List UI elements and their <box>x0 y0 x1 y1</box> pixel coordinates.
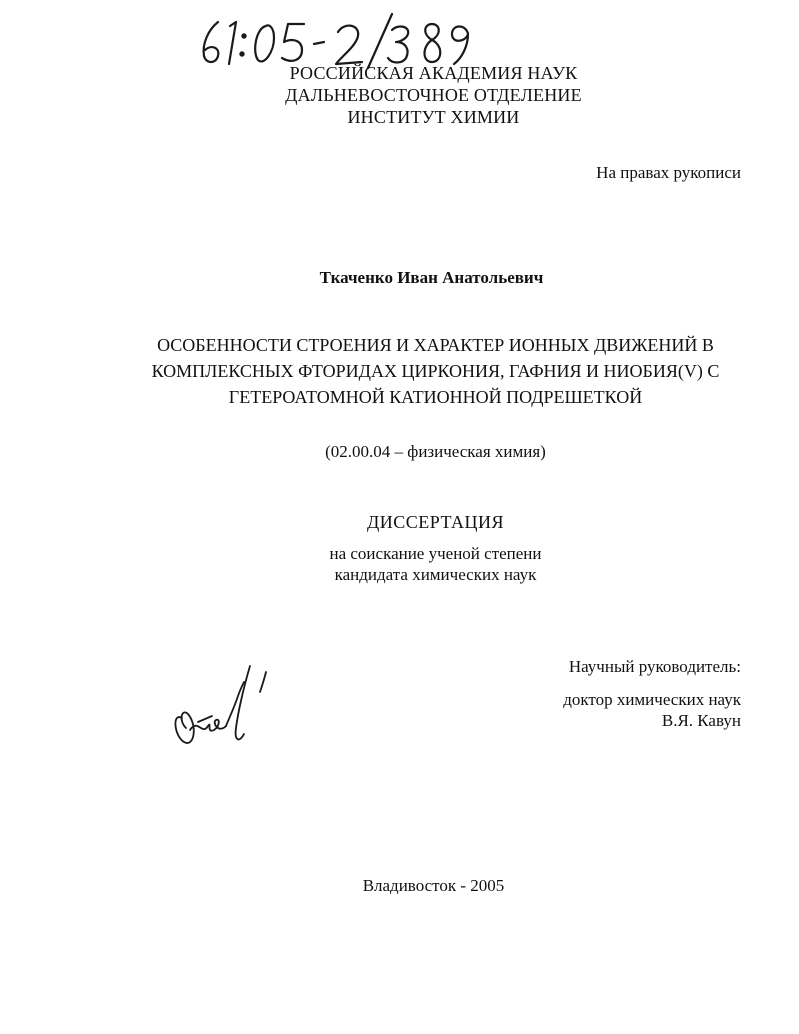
supervisor-degree: доктор химических наук <box>563 690 741 709</box>
title-line-1: ОСОБЕННОСТИ СТРОЕНИЯ И ХАРАКТЕР ИОННЫХ ДВИЖЕНИЙ В <box>157 335 714 355</box>
title-line-3: ГЕТЕРОАТОМНОЙ КАТИОННОЙ ПОДРЕШЕТКОЙ <box>228 387 643 407</box>
header-line-branch: ДАЛЬНЕВОСТОЧНОЕ ОТДЕЛЕНИЕ <box>285 85 582 105</box>
degree-line-1: на соискание ученой степени <box>329 544 542 563</box>
city-year-footer: Владивосток - 2005 <box>362 876 505 895</box>
title-line-2: КОМПЛЕКСНЫХ ФТОРИДАХ ЦИРКОНИЯ, ГАФНИЯ И НИОБИЯ(V) С <box>151 361 720 381</box>
supervisor-name: В.Я. Кавун <box>661 711 741 730</box>
institution-header <box>34 62 799 128</box>
header-line-academy: РОССИЙСКАЯ АКАДЕМИЯ НАУК <box>289 63 578 83</box>
manuscript-rights-note: На правах рукописи <box>596 163 741 182</box>
signature-drawing <box>168 656 278 756</box>
supervisor-label: Научный руководитель: <box>568 657 741 676</box>
signature <box>168 656 278 756</box>
degree-statement <box>36 543 799 585</box>
dissertation-title <box>36 332 799 410</box>
scientific-supervisor <box>501 656 741 731</box>
author-name: Ткаченко Иван Анатольевич <box>319 268 544 287</box>
document-type: ДИССЕРТАЦИЯ <box>366 512 505 532</box>
header-line-institute: ИНСТИТУТ ХИМИИ <box>347 107 520 127</box>
degree-line-2: кандидата химических наук <box>334 565 537 584</box>
specialty-code: (02.00.04 – физическая химия) <box>325 442 546 461</box>
